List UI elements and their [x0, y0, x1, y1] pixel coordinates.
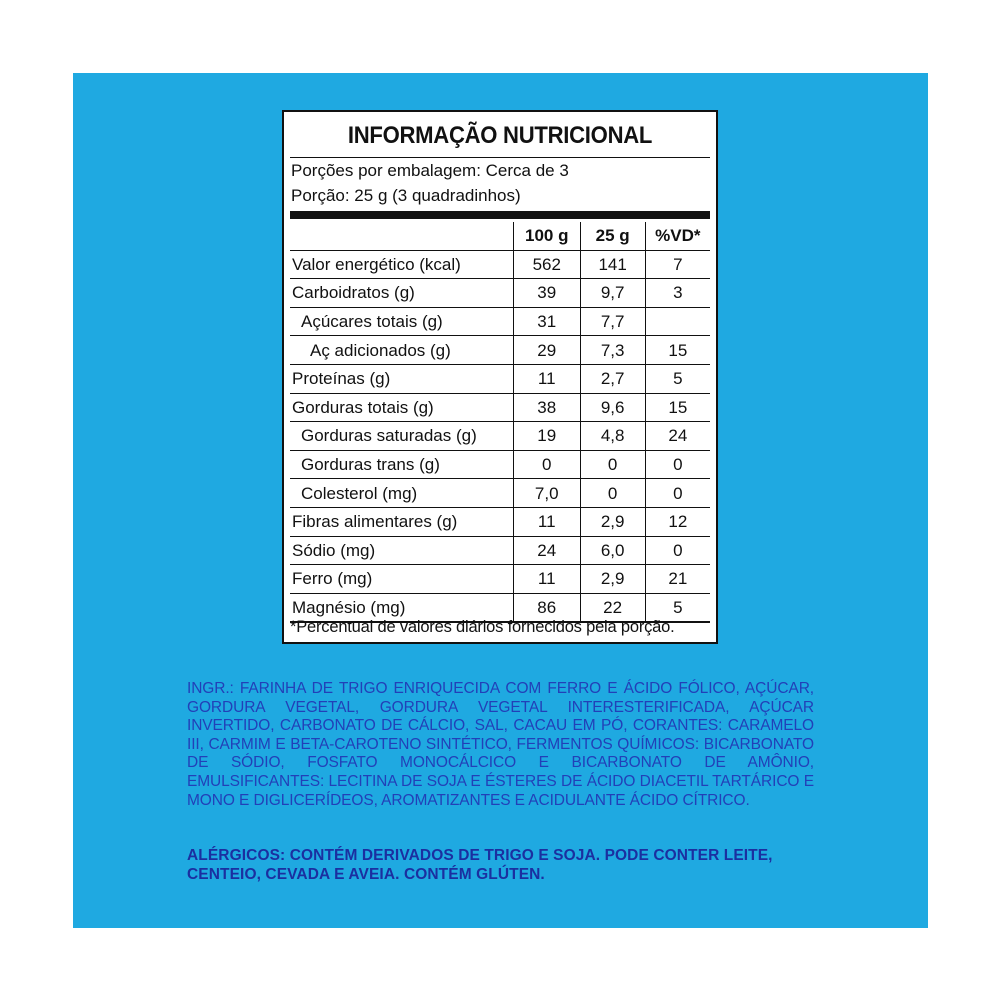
nutrition-facts-label [282, 110, 718, 644]
value-daily: 0 [645, 536, 710, 565]
value-100g: 29 [513, 336, 580, 365]
value-25g: 2,7 [580, 364, 645, 393]
value-25g: 2,9 [580, 565, 645, 594]
header-per-25g: 25 g [580, 222, 645, 250]
table-row [290, 450, 710, 479]
table-row [290, 393, 710, 422]
ingredients-text: INGR.: FARINHA DE TRIGO ENRIQUECIDA COM FERRO E ÁCIDO FÓLICO, AÇÚCAR, GORDURA VEGETAL, GORDURA VEGETAL INTERESTERIFICADA, AÇÚCAR INVERTIDO, CARBONATO DE CÁLCIO, SAL, CACAU EM PÓ, CORANTES: CARAMELO III, CARMIM E BETA-CAROTENO SINTÉTICO, FERMENTOS QUÍMICOS: BICARBONATO DE SÓDIO, FOSFATO MONOCÁLCICO E BICARBONATO DE AMÔNIO, EMULSIFICANTES: LECITINA DE SOJA E ÉSTERES DE ÁCIDO DIACETIL TARTÁRICO E MONO E DIGLICERÍDEOS, AROMATIZANTES E ACIDULANTE ÁCIDO CÍTRICO. [187, 680, 814, 809]
value-100g: 19 [513, 422, 580, 451]
nutrient-name: Valor energético (kcal) [290, 250, 513, 279]
table-row [290, 536, 710, 565]
value-100g: 11 [513, 364, 580, 393]
nutrient-name: Colesterol (mg) [290, 479, 513, 508]
value-100g: 38 [513, 393, 580, 422]
nutrient-name: Gorduras saturadas (g) [290, 422, 513, 451]
value-100g: 562 [513, 250, 580, 279]
servings-per-package: Porções por embalagem: Cerca de 3 [291, 161, 569, 180]
table-row [290, 336, 710, 365]
daily-value-footnote: *Percentual de valores diários fornecidos pela porção. [290, 618, 675, 636]
value-25g: 9,7 [580, 279, 645, 308]
value-daily: 0 [645, 479, 710, 508]
nutrient-name: Carboidratos (g) [290, 279, 513, 308]
header-per-100g: 100 g [513, 222, 580, 250]
header-daily-value: %VD* [645, 222, 710, 250]
label-title: INFORMAÇÃO NUTRICIONAL [347, 122, 653, 149]
value-100g: 86 [513, 593, 580, 622]
value-25g: 6,0 [580, 536, 645, 565]
value-daily: 15 [645, 393, 710, 422]
value-daily: 5 [645, 593, 710, 622]
table-row [290, 307, 710, 336]
table-row [290, 565, 710, 594]
nutrient-name: Aç adicionados (g) [290, 336, 513, 365]
value-100g: 24 [513, 536, 580, 565]
nutrient-name: Proteínas (g) [290, 364, 513, 393]
value-100g: 7,0 [513, 479, 580, 508]
thick-divider-bar [290, 211, 710, 219]
table-row [290, 250, 710, 279]
table-row [290, 507, 710, 536]
value-100g: 31 [513, 307, 580, 336]
value-25g: 2,9 [580, 507, 645, 536]
value-25g: 0 [580, 450, 645, 479]
value-100g: 39 [513, 279, 580, 308]
nutrient-name: Gorduras trans (g) [290, 450, 513, 479]
header-nutrient [290, 222, 513, 250]
value-25g: 7,3 [580, 336, 645, 365]
value-daily [645, 307, 710, 336]
title-divider [290, 157, 710, 158]
value-daily: 12 [645, 507, 710, 536]
value-100g: 11 [513, 565, 580, 594]
nutrient-name: Gorduras totais (g) [290, 393, 513, 422]
value-daily: 21 [645, 565, 710, 594]
value-25g: 22 [580, 593, 645, 622]
allergens-text: ALÉRGICOS: CONTÉM DERIVADOS DE TRIGO E SOJA. PODE CONTER LEITE, CENTEIO, CEVADA E AVEIA. CONTÉM GLÚTEN. [187, 847, 773, 883]
value-daily: 3 [645, 279, 710, 308]
value-daily: 15 [645, 336, 710, 365]
value-25g: 0 [580, 479, 645, 508]
value-25g: 7,7 [580, 307, 645, 336]
table-row [290, 479, 710, 508]
nutrient-name: Ferro (mg) [290, 565, 513, 594]
table-header-row [290, 222, 710, 250]
nutrient-name: Fibras alimentares (g) [290, 507, 513, 536]
value-25g: 141 [580, 250, 645, 279]
value-daily: 24 [645, 422, 710, 451]
value-daily: 5 [645, 364, 710, 393]
nutrient-name: Açúcares totais (g) [290, 307, 513, 336]
value-25g: 4,8 [580, 422, 645, 451]
value-100g: 11 [513, 507, 580, 536]
table-row [290, 279, 710, 308]
nutrient-name: Magnésio (mg) [290, 593, 513, 622]
serving-size: Porção: 25 g (3 quadradinhos) [291, 186, 521, 205]
value-daily: 7 [645, 250, 710, 279]
table-row [290, 364, 710, 393]
table-row [290, 422, 710, 451]
nutrient-name: Sódio (mg) [290, 536, 513, 565]
nutrition-table [290, 222, 710, 623]
value-100g: 0 [513, 450, 580, 479]
value-daily: 0 [645, 450, 710, 479]
value-25g: 9,6 [580, 393, 645, 422]
